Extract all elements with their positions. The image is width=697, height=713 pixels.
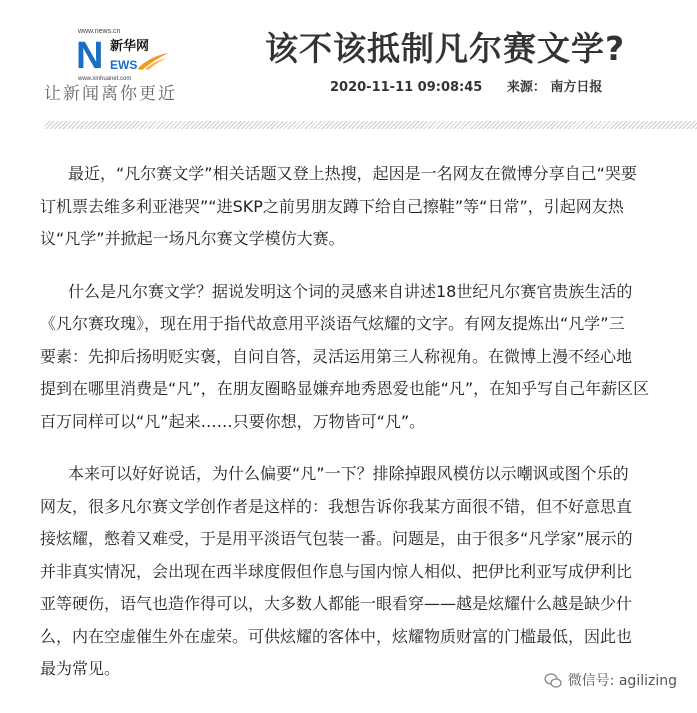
text-line: 百万同样可以“凡”起来……只要你想，万物皆可“凡”。	[40, 411, 426, 431]
article-meta	[330, 80, 622, 96]
text-line: 什么是凡尔赛文学？据说发明这个词的灵感来自讲述18世纪凡尔赛官贵族生活的	[68, 281, 633, 301]
text-line: 提到在哪里消费是“凡”，在朋友圈略显嫌弃地秀恩爱也能“凡”，在知乎写自己年薪区区	[40, 379, 650, 398]
article-source: 来源： 南方日报	[506, 80, 603, 95]
logo-cn: 新华网	[110, 39, 150, 54]
article-body	[40, 158, 680, 706]
text-line: 接炫耀，憋着又难受，于是用平淡语气包装一番。问题是，由于很多“凡学家”展示的	[40, 529, 633, 548]
text-line: 网友，很多凡尔赛文学创作者是这样的：我想告诉你我某方面很不错，但不好意思直	[40, 496, 633, 516]
publish-datetime: 2020-11-11 09:08:45	[330, 80, 483, 95]
text-line: 议“凡学”并掀起一场凡尔赛文学模仿大赛。	[40, 229, 345, 248]
logo-ews: EWS	[110, 58, 138, 72]
text-line: 并非真实情况，会出现在西半球度假但作息与国内惊人相似、把伊比利亚写成伊利比	[40, 561, 633, 581]
text-line: 最近，“凡尔赛文学”相关话题又登上热搜，起因是一名网友在微博分享自己“哭要	[68, 164, 637, 183]
text-line: 本来可以好好说话，为什么偏要“凡”一下？排除掉跟风模仿以示嘲讽或图个乐的	[68, 464, 629, 483]
text-line: 最为常见。	[40, 659, 121, 678]
logo-n: N	[76, 35, 104, 77]
logo-url: www.news.cn	[78, 28, 121, 35]
divider	[45, 121, 697, 129]
wechat-icon	[544, 673, 562, 689]
text-line: 么，内在空虚催生外在虚荣。可供炫耀的客体中，炫耀物质财富的门槛最低，因此也	[40, 626, 633, 646]
paragraph	[40, 158, 680, 256]
logo-url-bottom: www.xinhuanet.com	[78, 76, 132, 82]
xinhuanet-logo[interactable]	[60, 28, 170, 84]
text-line: 订机票去维多利亚港哭”“进SKP之前男朋友蹲下给自己擦鞋”等“日常”，引起网友热	[40, 196, 624, 216]
text-line: 《凡尔赛玫瑰》，现在用于指代故意用平淡语气炫耀的文字。有网友提炼出“凡学”三	[40, 314, 625, 333]
wechat-watermark	[544, 672, 677, 690]
paragraph	[40, 458, 680, 686]
wechat-id: 微信号: agilizing	[567, 673, 677, 689]
paragraph	[40, 276, 680, 439]
swoosh-icon	[136, 50, 170, 72]
text-line: 要素：先抑后扬明贬实褒，自问自答，灵活运用第三人称视角。在微博上漫不经心地	[40, 346, 633, 366]
slogan: 让新闻离你更近	[44, 84, 177, 104]
text-line: 亚等硬伤，语气也造作得可以，大多数人都能一眼看穿——越是炫耀什么越是缺少什	[40, 594, 633, 613]
article-title: 该不该抵制凡尔赛文学?	[265, 29, 626, 68]
